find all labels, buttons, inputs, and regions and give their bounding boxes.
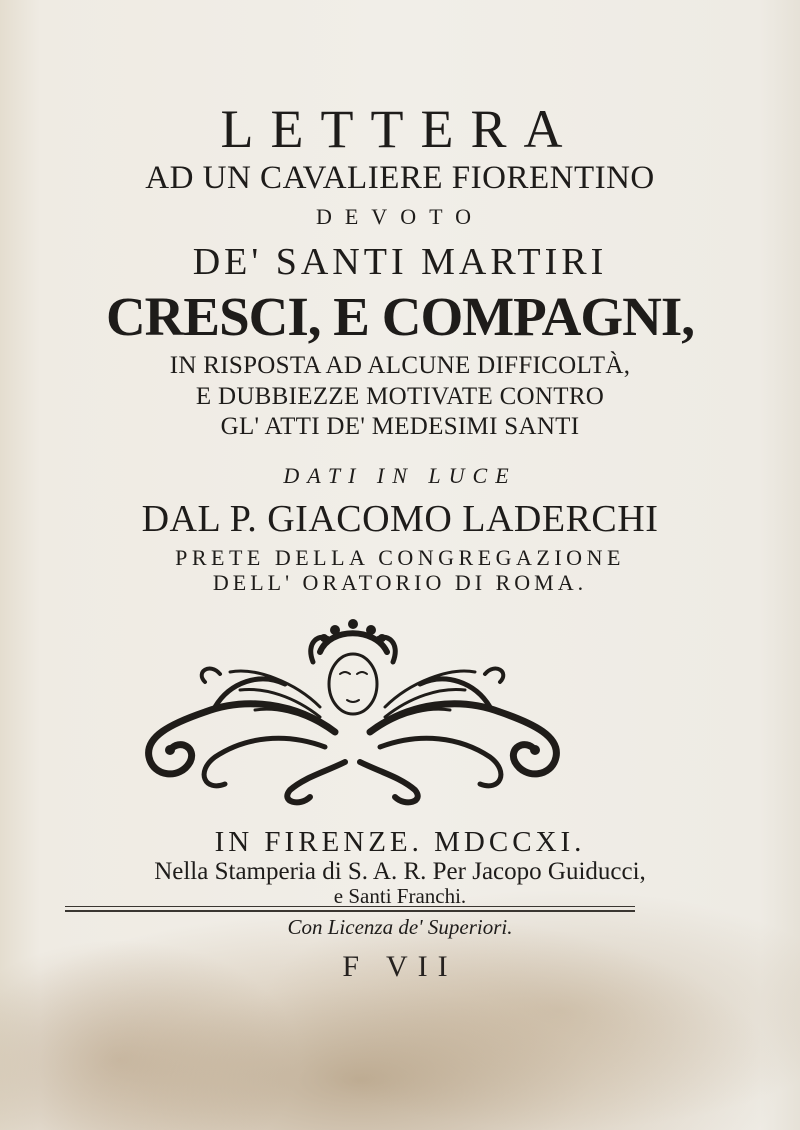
title-line-7: E DUBBIEZZE MOTIVATE CONTRO: [195, 383, 605, 410]
title-line-8: GL' ATTI DE' MEDESIMI SANTI: [220, 413, 580, 440]
author-role-1: PRETE DELLA CONGREGAZIONE: [175, 545, 625, 570]
title-line-2: AD UN CAVALIERE FIORENTINO: [145, 160, 655, 196]
dati-in-luce: DATI IN LUCE: [283, 463, 517, 488]
handwritten-shelfmark: F VII: [342, 950, 458, 983]
title-line-3: DEVOTO: [315, 204, 485, 229]
divider-rule-double: [65, 910, 635, 912]
licence-line: Con Licenza de' Superiori.: [287, 915, 513, 939]
book-title: LETTERA: [220, 99, 580, 159]
author-role-2: DELL' ORATORIO DI ROMA.: [212, 570, 588, 595]
title-line-5: CRESCI, E COMPAGNI,: [105, 286, 695, 347]
winged-cherub-head-ornament-icon: [135, 612, 570, 807]
author-name: DAL P. GIACOMO LADERCHI: [141, 498, 659, 540]
title-line-6: IN RISPOSTA AD ALCUNE DIFFICOLTÀ,: [169, 352, 631, 379]
imprint-printer-2: e Santi Franchi.: [333, 884, 467, 908]
title-line-4: DE' SANTI MARTIRI: [192, 241, 608, 283]
divider-rule: [65, 906, 635, 907]
imprint-place-year: IN FIRENZE. MDCCXI.: [214, 826, 586, 858]
imprint-printer: Nella Stamperia di S. A. R. Per Jacopo Guiducci,: [154, 858, 646, 885]
